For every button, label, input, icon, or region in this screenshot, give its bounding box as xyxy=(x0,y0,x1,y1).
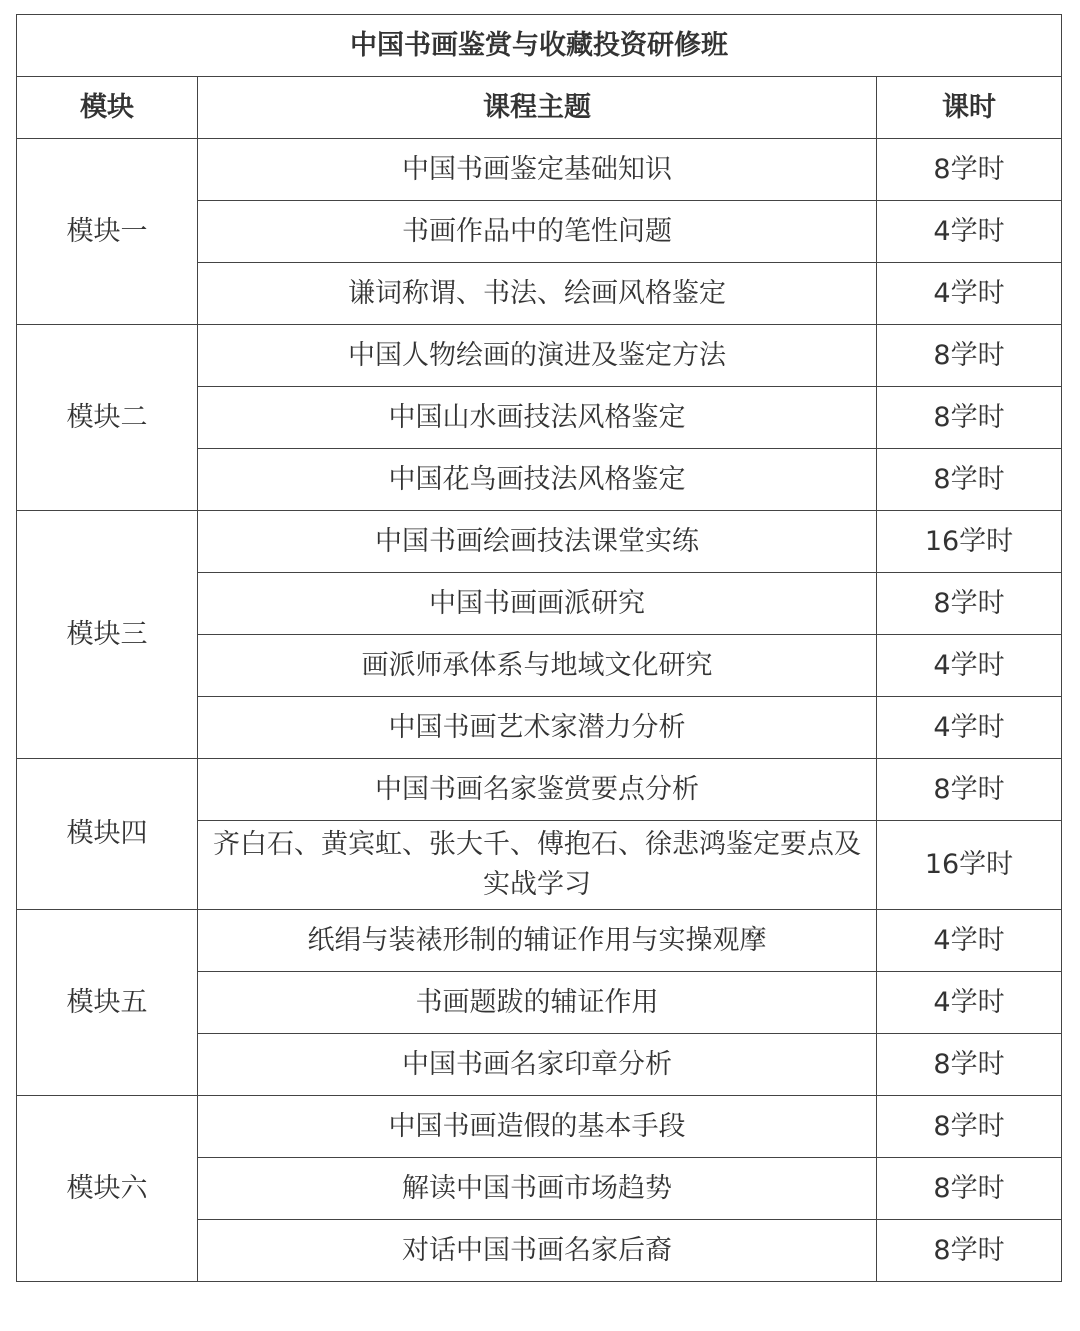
module-cell: 模块一 xyxy=(17,139,198,325)
header-row xyxy=(17,77,1062,139)
hours-cell: 8学时 xyxy=(877,387,1062,449)
module-cell: 模块五 xyxy=(17,910,198,1096)
hours-cell: 8学时 xyxy=(877,1220,1062,1282)
course-schedule-table xyxy=(16,14,1062,1282)
table-row xyxy=(17,910,1062,972)
hours-cell: 16学时 xyxy=(877,821,1062,910)
topic-cell: 中国山水画技法风格鉴定 xyxy=(198,387,877,449)
hours-cell: 8学时 xyxy=(877,325,1062,387)
module-cell: 模块六 xyxy=(17,1096,198,1282)
table-row xyxy=(17,1096,1062,1158)
module-cell: 模块三 xyxy=(17,511,198,759)
hours-cell: 8学时 xyxy=(877,1096,1062,1158)
hours-cell: 4学时 xyxy=(877,910,1062,972)
topic-cell: 中国花鸟画技法风格鉴定 xyxy=(198,449,877,511)
topic-cell: 书画作品中的笔性问题 xyxy=(198,201,877,263)
topic-cell: 画派师承体系与地域文化研究 xyxy=(198,635,877,697)
hours-cell: 4学时 xyxy=(877,263,1062,325)
hours-cell: 8学时 xyxy=(877,573,1062,635)
hours-cell: 4学时 xyxy=(877,635,1062,697)
header-hours: 课时 xyxy=(877,77,1062,139)
topic-cell: 中国书画名家印章分析 xyxy=(198,1034,877,1096)
table-title: 中国书画鉴赏与收藏投资研修班 xyxy=(17,15,1062,77)
hours-cell: 16学时 xyxy=(877,511,1062,573)
topic-cell: 书画题跋的辅证作用 xyxy=(198,972,877,1034)
module-cell: 模块四 xyxy=(17,759,198,910)
table-row xyxy=(17,325,1062,387)
hours-cell: 8学时 xyxy=(877,1158,1062,1220)
hours-cell: 4学时 xyxy=(877,697,1062,759)
topic-cell: 中国人物绘画的演进及鉴定方法 xyxy=(198,325,877,387)
topic-cell: 中国书画名家鉴赏要点分析 xyxy=(198,759,877,821)
hours-cell: 8学时 xyxy=(877,759,1062,821)
topic-cell: 中国书画造假的基本手段 xyxy=(198,1096,877,1158)
topic-cell: 解读中国书画市场趋势 xyxy=(198,1158,877,1220)
hours-cell: 4学时 xyxy=(877,201,1062,263)
hours-cell: 4学时 xyxy=(877,972,1062,1034)
hours-cell: 8学时 xyxy=(877,139,1062,201)
topic-cell: 对话中国书画名家后裔 xyxy=(198,1220,877,1282)
header-topic: 课程主题 xyxy=(198,77,877,139)
table-row xyxy=(17,759,1062,821)
topic-cell: 纸绢与装裱形制的辅证作用与实操观摩 xyxy=(198,910,877,972)
topic-cell: 谦词称谓、书法、绘画风格鉴定 xyxy=(198,263,877,325)
header-module: 模块 xyxy=(17,77,198,139)
topic-cell: 中国书画画派研究 xyxy=(198,573,877,635)
hours-cell: 8学时 xyxy=(877,1034,1062,1096)
title-row xyxy=(17,15,1062,77)
hours-cell: 8学时 xyxy=(877,449,1062,511)
table-row xyxy=(17,511,1062,573)
table-row xyxy=(17,139,1062,201)
topic-cell: 中国书画绘画技法课堂实练 xyxy=(198,511,877,573)
topic-cell: 齐白石、黄宾虹、张大千、傅抱石、徐悲鸿鉴定要点及实战学习 xyxy=(198,821,877,910)
topic-cell: 中国书画鉴定基础知识 xyxy=(198,139,877,201)
module-cell: 模块二 xyxy=(17,325,198,511)
topic-cell: 中国书画艺术家潜力分析 xyxy=(198,697,877,759)
